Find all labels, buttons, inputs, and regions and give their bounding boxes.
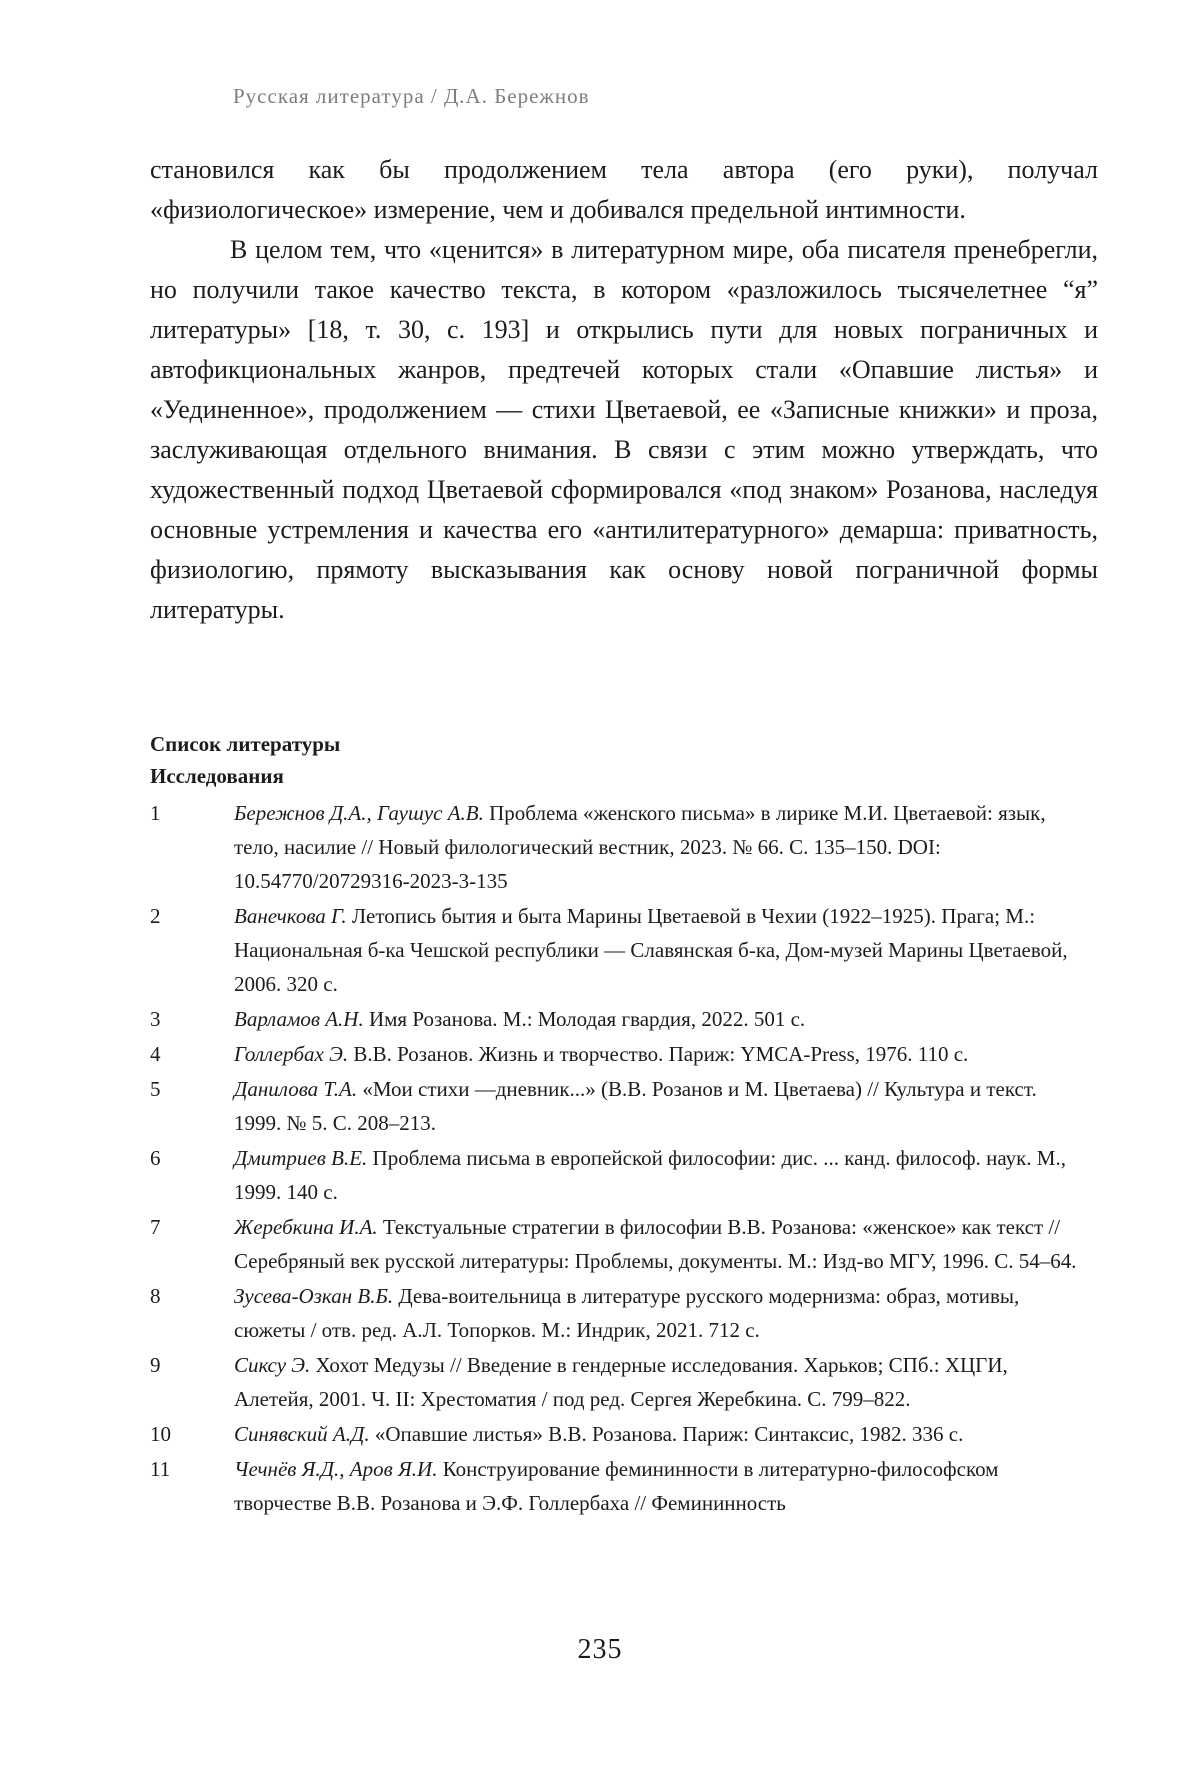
reference-number: 1 bbox=[150, 801, 161, 825]
reference-number: 6 bbox=[150, 1146, 161, 1170]
reference-item bbox=[150, 1348, 1098, 1416]
reference-number: 3 bbox=[150, 1007, 161, 1031]
reference-number: 8 bbox=[150, 1284, 161, 1308]
reference-number: 7 bbox=[150, 1215, 161, 1239]
reference-text bbox=[234, 1141, 1098, 1209]
reference-author: Зусева-Озкан В.Б. bbox=[234, 1284, 394, 1308]
reference-text bbox=[234, 1279, 1098, 1347]
reference-item bbox=[150, 1072, 1098, 1140]
reference-item bbox=[150, 796, 1098, 898]
reference-details: Дева-воительница в литературе русского модернизма: образ, мотивы, сюжеты / отв. ред. А.Л. Топорков. М.: Индрик, 2021. 712 с. bbox=[234, 1284, 1020, 1342]
reference-item bbox=[150, 1037, 1098, 1071]
reference-number: 4 bbox=[150, 1042, 161, 1066]
reference-author: Дмитриев В.Е. bbox=[234, 1146, 368, 1170]
reference-author: Синявский А.Д. bbox=[234, 1422, 370, 1446]
reference-details: «Опавшие листья» В.В. Розанова. Париж: Синтаксис, 1982. 336 с. bbox=[369, 1422, 964, 1446]
reference-author: Бережнов Д.А., Гаушус А.В. bbox=[234, 801, 484, 825]
reference-number: 9 bbox=[150, 1353, 161, 1377]
reference-number: 11 bbox=[150, 1457, 171, 1481]
body-text bbox=[150, 150, 1098, 630]
reference-item bbox=[150, 1279, 1098, 1347]
reference-details: «Мои стихи —дневник...» (В.В. Розанов и М. Цветаева) // Культура и текст. 1999. № 5. С. 208–213. bbox=[234, 1077, 1037, 1135]
bibliography bbox=[150, 728, 1098, 1521]
reference-text bbox=[234, 1037, 1098, 1071]
bibliography-title: Список литературы bbox=[150, 732, 341, 756]
reference-text bbox=[234, 1417, 1098, 1451]
reference-details: Хохот Медузы // Введение в гендерные исследования. Харьков; СПб.: ХЦГИ, Алетейя, 2001. Ч. II: Хрестоматия / под ред. Сергея Жеребкина. С. 799–822. bbox=[234, 1353, 1008, 1411]
reference-list bbox=[150, 796, 1098, 1520]
reference-author: Варламов А.Н. bbox=[234, 1007, 364, 1031]
reference-text bbox=[234, 796, 1098, 898]
reference-item bbox=[150, 1141, 1098, 1209]
body-paragraph-1: становился как бы продолжением тела автора (его руки), получал «физиологическое» измерение, чем и добивался предельной интимности. bbox=[150, 155, 1098, 224]
reference-details: Текстуальные стратегии в философии В.В. Розанова: «женское» как текст // Серебряный век русской литературы: Проблемы, документы. М.: Изд-во МГУ, 1996. С. 54–64. bbox=[234, 1215, 1077, 1273]
reference-text bbox=[234, 1348, 1098, 1416]
body-paragraph-2: В целом тем, что «ценится» в литературном мире, оба писателя пренебрегли, но получили такое качество текста, в котором «разложилось тысячелетнее “я” литературы» [18, т. 30, с. 193] и открылись пути для новых пограничных и автофикциональных жанров, предтечей которых стали «Опавшие листья» и «Уединенное», продолжением — стихи Цветаевой, ее «Записные книжки» и проза, заслуживающая отдельного внимания. В связи с этим можно утверждать, что художественный подход Цветаевой сформировался «под знаком» Розанова, наследуя основные устремления и качества его «антилитературного» демарша: приватность, физиологию, прямоту высказывания как основу новой пограничной формы литературы. bbox=[150, 235, 1098, 624]
page-number: 235 bbox=[577, 1634, 623, 1665]
reference-details: Проблема письма в европейской философии: дис. ... канд. философ. наук. М., 1999. 140 с. bbox=[234, 1146, 1066, 1204]
reference-item bbox=[150, 1210, 1098, 1278]
reference-text bbox=[234, 1072, 1098, 1140]
reference-text bbox=[234, 1002, 1098, 1036]
reference-details: Имя Розанова. М.: Молодая гвардия, 2022. 501 с. bbox=[363, 1007, 806, 1031]
reference-number: 10 bbox=[150, 1422, 171, 1446]
reference-text bbox=[234, 1452, 1098, 1520]
reference-author: Данилова Т.А. bbox=[234, 1077, 358, 1101]
reference-item bbox=[150, 1452, 1098, 1520]
reference-author: Голлербах Э. bbox=[234, 1042, 349, 1066]
reference-author: Жеребкина И.А. bbox=[234, 1215, 378, 1239]
reference-author: Ванечкова Г. bbox=[234, 904, 347, 928]
reference-number: 5 bbox=[150, 1077, 161, 1101]
reference-text bbox=[234, 1210, 1098, 1278]
running-header: Русская литература / Д.А. Бережнов bbox=[233, 84, 590, 108]
reference-author: Чечнёв Я.Д., Аров Я.И. bbox=[234, 1457, 438, 1481]
reference-details: Проблема «женского письма» в лирике М.И. Цветаевой: язык, тело, насилие // Новый филологический вестник, 2023. № 66. С. 135–150. DOI: 10.54770/20729316-2023-3-135 bbox=[234, 801, 1046, 893]
reference-item bbox=[150, 1417, 1098, 1451]
reference-item bbox=[150, 1002, 1098, 1036]
reference-text bbox=[234, 899, 1098, 1001]
reference-details: Летопись бытия и быта Марины Цветаевой в Чехии (1922–1925). Прага; М.: Национальная б-ка Чешской республики — Славянская б-ка, Дом-музей Марины Цветаевой, 2006. 320 с. bbox=[234, 904, 1068, 996]
reference-details: В.В. Розанов. Жизнь и творчество. Париж: YMCA-Press, 1976. 110 с. bbox=[348, 1042, 969, 1066]
reference-details: Конструирование фемининности в литературно-философском творчестве В.В. Розанова и Э.Ф. Голлербаха // Фемининность bbox=[234, 1457, 999, 1515]
reference-item bbox=[150, 899, 1098, 1001]
reference-author: Сиксу Э. bbox=[234, 1353, 311, 1377]
reference-number: 2 bbox=[150, 904, 161, 928]
bibliography-subtitle: Исследования bbox=[150, 764, 284, 788]
